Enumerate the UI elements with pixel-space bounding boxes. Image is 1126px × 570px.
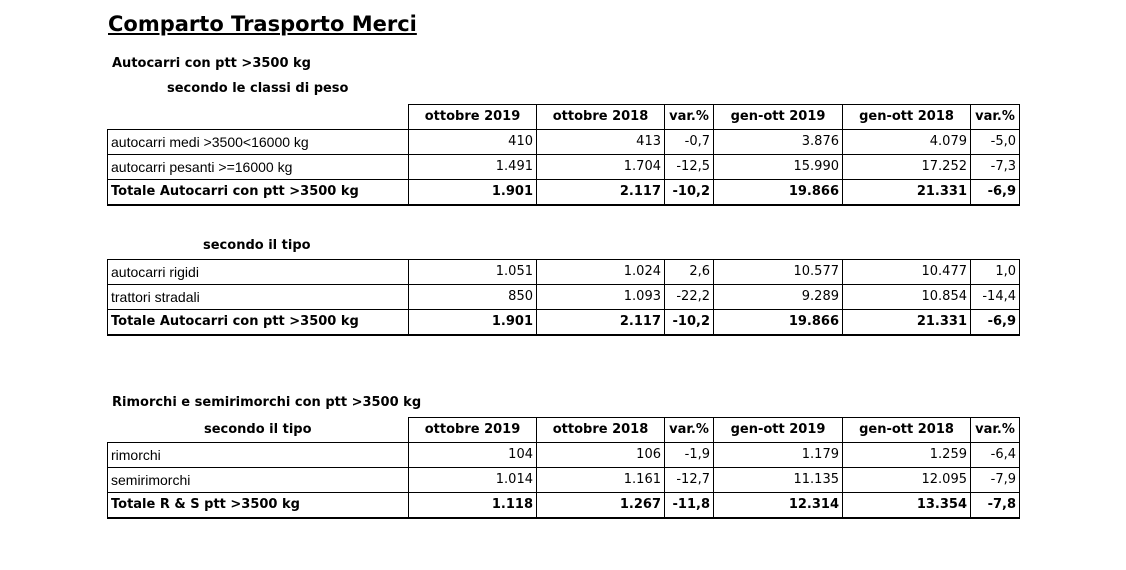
cell: 11.135: [714, 468, 843, 493]
cell: 10.577: [714, 260, 843, 285]
cell: 1.014: [409, 468, 537, 493]
cell: 2.117: [537, 180, 665, 206]
cell: 1.118: [409, 493, 537, 519]
cell: 1,0: [971, 260, 1020, 285]
row-label: rimorchi: [108, 443, 409, 468]
section3-heading: Rimorchi e semirimorchi con ptt >3500 kg: [112, 395, 422, 410]
cell: 1.491: [409, 155, 537, 180]
table-row: [108, 260, 1020, 285]
cell: 9.289: [714, 285, 843, 310]
cell: 12.095: [843, 468, 971, 493]
cell: 1.267: [537, 493, 665, 519]
cell: -0,7: [665, 130, 714, 155]
row-label: autocarri medi >3500<16000 kg: [108, 130, 409, 155]
cell: 19.866: [714, 180, 843, 206]
col-header: gen-ott 2018: [843, 105, 971, 130]
col-header: ottobre 2019: [409, 105, 537, 130]
cell: -14,4: [971, 285, 1020, 310]
table-row: [108, 155, 1020, 180]
cell: 413: [537, 130, 665, 155]
table-total-row: [108, 310, 1020, 336]
table-total-row: [108, 493, 1020, 519]
table-row: [108, 130, 1020, 155]
cell: 1.901: [409, 310, 537, 336]
cell: -1,9: [665, 443, 714, 468]
cell: 1.179: [714, 443, 843, 468]
cell: 2.117: [537, 310, 665, 336]
cell: 850: [409, 285, 537, 310]
cell: 10.477: [843, 260, 971, 285]
cell: 15.990: [714, 155, 843, 180]
table-row: [108, 468, 1020, 493]
cell: 1.259: [843, 443, 971, 468]
row-label: autocarri pesanti >=16000 kg: [108, 155, 409, 180]
cell: 10.854: [843, 285, 971, 310]
col-header: var.%: [971, 105, 1020, 130]
cell: 1.901: [409, 180, 537, 206]
cell: -6,9: [971, 310, 1020, 336]
cell: -12,5: [665, 155, 714, 180]
cell: 21.331: [843, 310, 971, 336]
table-row: [108, 285, 1020, 310]
col-header: var.%: [665, 105, 714, 130]
cell: 1.704: [537, 155, 665, 180]
cell: 1.051: [409, 260, 537, 285]
cell: -7,9: [971, 468, 1020, 493]
cell: 19.866: [714, 310, 843, 336]
section2-subheading: secondo il tipo: [203, 238, 311, 253]
cell: -22,2: [665, 285, 714, 310]
table-total-row: [108, 180, 1020, 206]
col-header: ottobre 2019: [409, 418, 537, 443]
cell: 17.252: [843, 155, 971, 180]
col-header: gen-ott 2019: [714, 105, 843, 130]
col-header: gen-ott 2019: [714, 418, 843, 443]
col-header: var.%: [971, 418, 1020, 443]
row-label: autocarri rigidi: [108, 260, 409, 285]
cell: -11,8: [665, 493, 714, 519]
row-label: semirimorchi: [108, 468, 409, 493]
row-label: trattori stradali: [108, 285, 409, 310]
cell: 106: [537, 443, 665, 468]
cell: -6,9: [971, 180, 1020, 206]
cell: 104: [409, 443, 537, 468]
section1-heading: Autocarri con ptt >3500 kg: [112, 56, 311, 71]
cell: -10,2: [665, 180, 714, 206]
page-title: Comparto Trasporto Merci: [108, 12, 417, 36]
table-classi-peso: [107, 104, 1020, 206]
col-header: var.%: [665, 418, 714, 443]
cell: -7,8: [971, 493, 1020, 519]
cell: 1.093: [537, 285, 665, 310]
cell: -7,3: [971, 155, 1020, 180]
cell: 1.024: [537, 260, 665, 285]
header-blank-cell: [108, 105, 409, 130]
section1-subheading: secondo le classi di peso: [167, 81, 349, 96]
cell: 13.354: [843, 493, 971, 519]
section3-subheading: secondo il tipo: [203, 421, 312, 437]
table-header-row: [108, 418, 1020, 443]
cell: 3.876: [714, 130, 843, 155]
cell: -5,0: [971, 130, 1020, 155]
cell: -10,2: [665, 310, 714, 336]
table-row: [108, 443, 1020, 468]
col-header: ottobre 2018: [537, 418, 665, 443]
cell: 1.161: [537, 468, 665, 493]
row-label: Totale Autocarri con ptt >3500 kg: [108, 310, 409, 336]
table-rimorchi: [107, 417, 1020, 519]
cell: -6,4: [971, 443, 1020, 468]
row-label: Totale Autocarri con ptt >3500 kg: [108, 180, 409, 206]
cell: -12,7: [665, 468, 714, 493]
cell: 410: [409, 130, 537, 155]
table-tipo-autocarri: [107, 259, 1020, 336]
cell: 21.331: [843, 180, 971, 206]
table-header-row: [108, 105, 1020, 130]
cell: 12.314: [714, 493, 843, 519]
cell: 2,6: [665, 260, 714, 285]
row-label: Totale R & S ptt >3500 kg: [108, 493, 409, 519]
col-header: gen-ott 2018: [843, 418, 971, 443]
cell: 4.079: [843, 130, 971, 155]
col-header: ottobre 2018: [537, 105, 665, 130]
